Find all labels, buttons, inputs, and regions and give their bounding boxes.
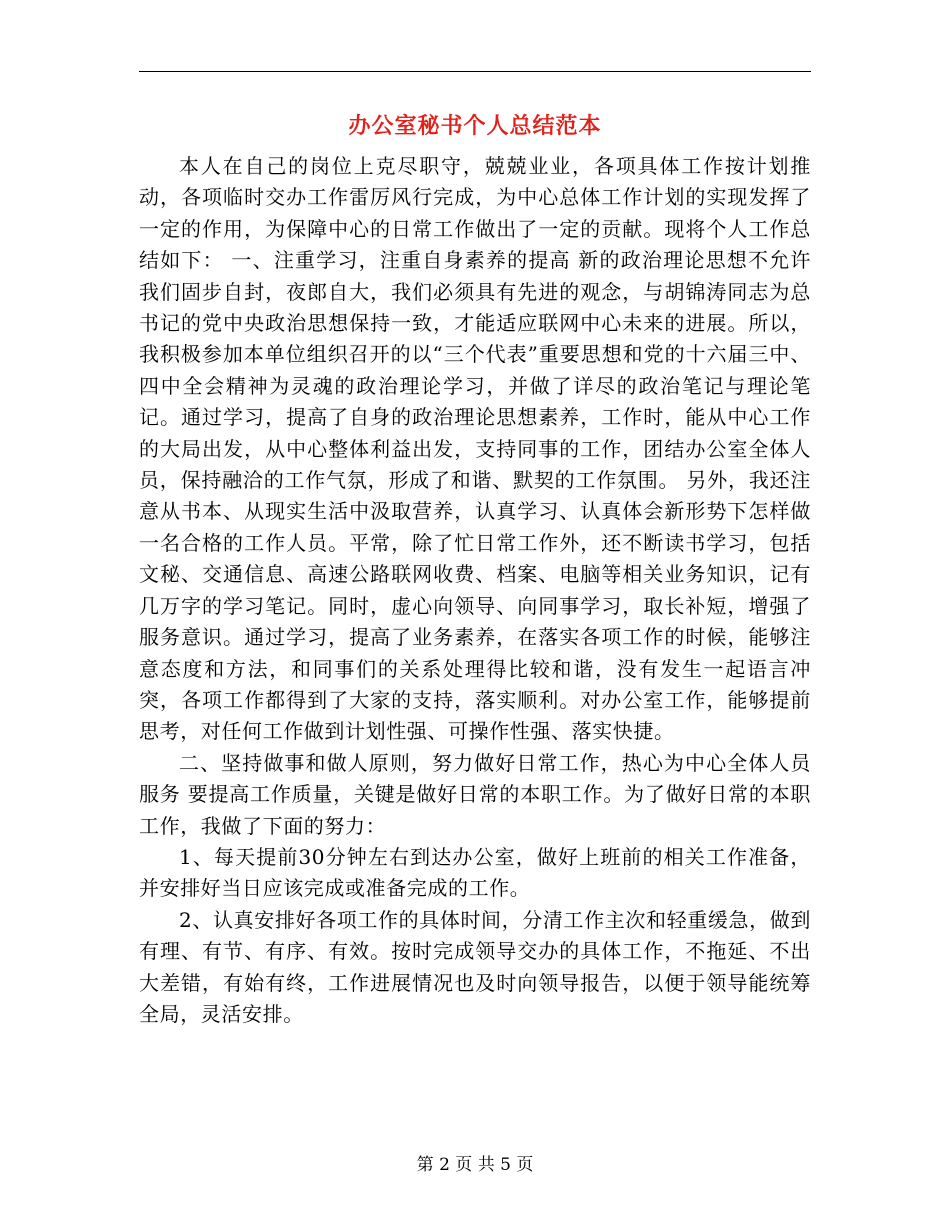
body-paragraph-3: 1、每天提前30分钟左右到达办公室，做好上班前的相关工作准备，并安排好当日应该完成或准备完成的工作。 bbox=[139, 844, 811, 901]
header-rule bbox=[139, 71, 811, 72]
body-paragraph-4: 2、认真安排好各项工作的具体时间，分清工作主次和轻重缓急，做到有理、有节、有序、有效。按时完成领导交办的具体工作，不拖延、不出大差错，有始有终，工作进展情况也及时向领导报告，以便于领导能统筹全局，灵活安排。 bbox=[139, 907, 811, 1026]
document-title: 办公室秘书个人总结范本 bbox=[348, 113, 602, 139]
page-number-footer: 第 2 页 共 5 页 bbox=[416, 1155, 534, 1175]
body-paragraph-1: 本人在自己的岗位上克尽职守，兢兢业业，各项具体工作按计划推动，各项临时交办工作雷厉风行完成，为中心总体工作计划的实现发挥了一定的作用，为保障中心的日常工作做出了一定的贡献。现将个人工作总结如下： 一、注重学习，注重自身素养的提高 新的政治理论思想不允许我们固步自封，夜郎自大，我们必须具有先进的观念，与胡锦涛同志为总书记的党中央政治思想保持一致，才能适应联网中心未来的进展。所以，我积极参加本单位组织召开的以“三个代表”重要思想和党的十六届三中、四中全会精神为灵魂的政治理论学习，并做了详尽的政治笔记与理论笔记。通过学习，提高了自身的政治理论思想素养，工作时，能从中心工作的大局出发，从中心整体利益出发，支持同事的工作，团结办公室全体人员，保持融洽的工作气氛，形成了和谐、默契的工作氛围。 另外，我还注意从书本、从现实生活中汲取营养，认真学习、认真体会新形势下怎样做一名合格的工作人员。平常，除了忙日常工作外，还不断读书学习，包括文秘、交通信息、高速公路联网收费、档案、电脑等相关业务知识，记有几万字的学习笔记。同时，虚心向领导、向同事学习，取长补短，增强了服务意识。通过学习，提高了业务素养，在落实各项工作的时候，能够注意态度和方法，和同事们的关系处理得比较和谐，没有发生一起语言冲突，各项工作都得到了大家的支持，落实顺利。对办公室工作，能够提前思考，对任何工作做到计划性强、可操作性强、落实快捷。 bbox=[139, 154, 811, 744]
body-paragraph-2: 二、坚持做事和做人原则，努力做好日常工作，热心为中心全体人员服务 要提高工作质量，关键是做好日常的本职工作。为了做好日常的本职工作，我做了下面的努力： bbox=[139, 750, 811, 838]
document-body bbox=[139, 151, 811, 1030]
